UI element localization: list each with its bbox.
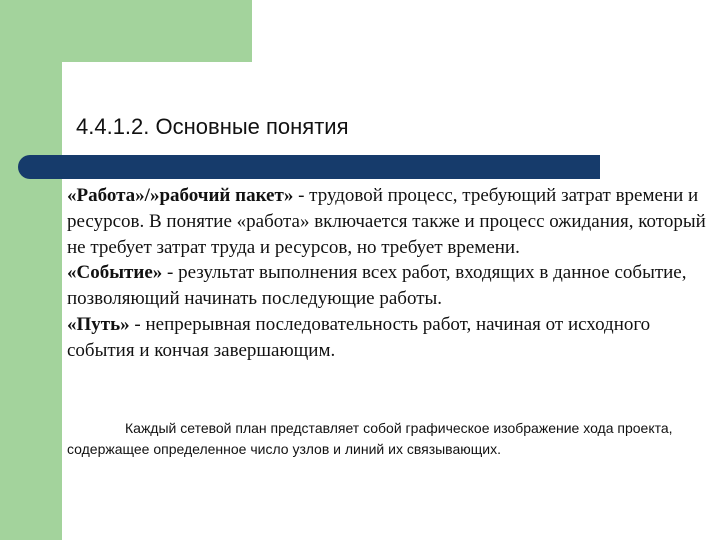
note-text: Каждый сетевой план представляет собой графическое изображение хода проекта, содержащее определенное число узлов и линий их связывающих. <box>67 420 673 457</box>
definition-text: - результат выполнения всех работ, входящих в данное событие, позволяющий начинать последующие работы. <box>67 262 687 310</box>
definitions-block <box>67 183 719 364</box>
definition-text: - непрерывная последовательность работ, начиная от исходного события и кончая завершающим. <box>67 313 651 361</box>
definition-text: - трудовой процесс, требующий затрат времени и ресурсов. В понятие «работа» включается также и процесс ожидания, который не требует затрат труда и ресурсов, но требует времени. <box>67 185 706 258</box>
definition-work <box>67 183 719 260</box>
definition-term: «Работа»/»рабочий пакет» <box>67 185 294 206</box>
network-plan-note <box>67 418 719 459</box>
decorative-green-band-left <box>0 0 62 540</box>
definition-event <box>67 260 719 312</box>
definition-path <box>67 312 719 364</box>
slide-title: 4.4.1.2. Основные понятия <box>76 114 349 139</box>
definition-term: «Событие» <box>67 262 163 284</box>
title-divider-bar <box>18 155 600 179</box>
definition-term: «Путь» <box>67 313 130 335</box>
